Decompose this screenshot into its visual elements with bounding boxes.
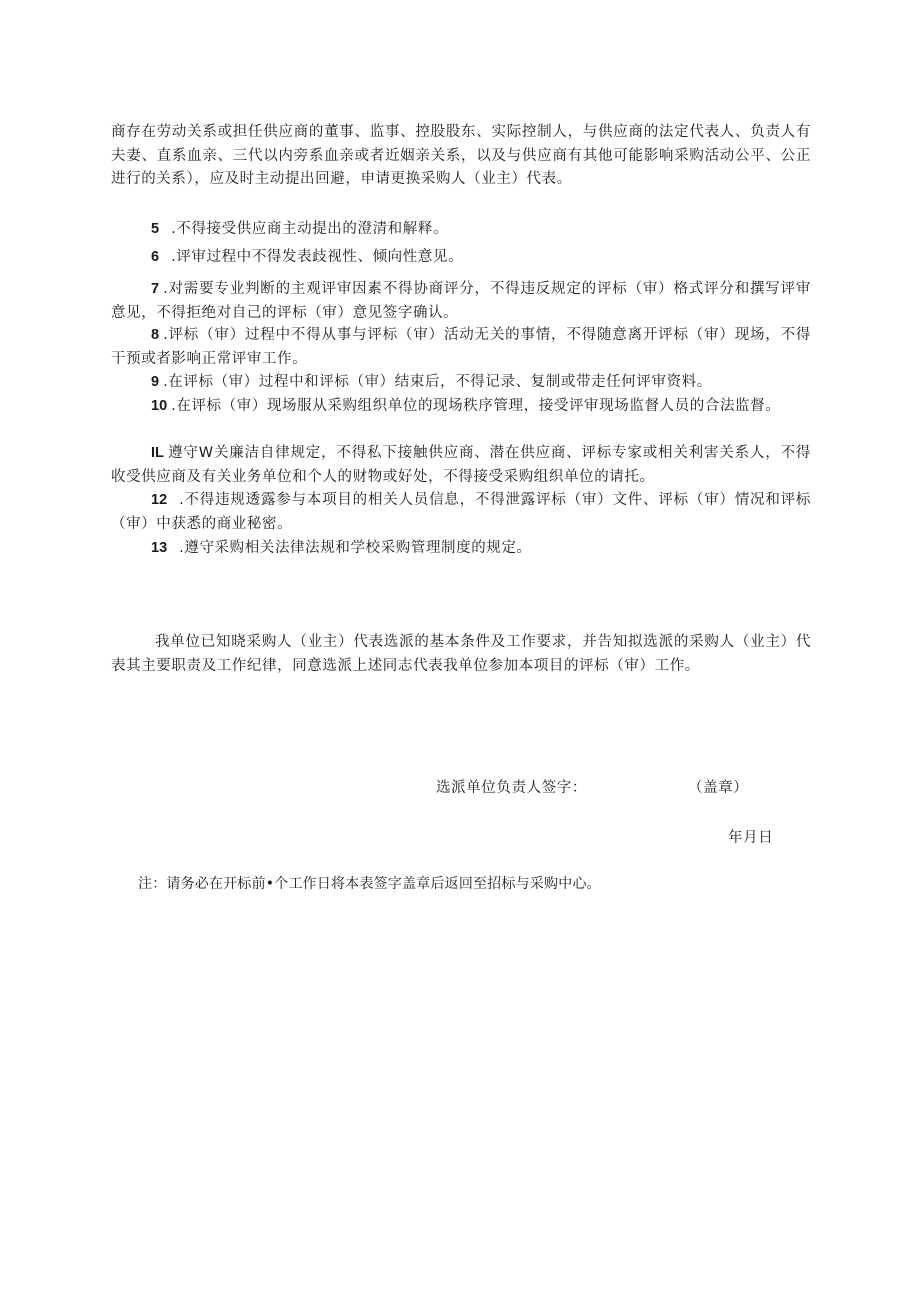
item-text: 遵守W关廉洁自律规定，不得私下接触供应商、潜在供应商、评标专家或相关利害关系人，不得收受供应商及有关业务单位和个人的财物或好处，不得接受采购组织单位的请托。 [111,445,811,485]
item-text: .评审过程中不得发表歧视性、倾向性意见。 [171,249,464,265]
item-6 [111,246,811,270]
item-8 [111,324,811,371]
item-number: 8 [151,327,160,343]
item-10 [111,395,811,419]
signature-label: 选派单位负责人签字： [436,780,587,796]
item-number: 13 [151,540,168,556]
item-5 [111,218,811,242]
item-number: 6 [151,249,160,265]
item-12 [111,489,811,536]
item-number: 5 [151,221,160,237]
item-number: 12 [151,492,168,508]
item-text: .评标（审）过程中不得从事与评标（审）活动无关的事情，不得随意离开评标（审）现场，不得干预或者影响正常评审工作。 [111,327,811,367]
item-13 [111,537,811,561]
item-text: .对需要专业判断的主观评审因素不得协商评分，不得违反规定的评标（审）格式评分和撰写评审意见，不得拒绝对自己的评标（审）意见签字确认。 [111,281,811,321]
item-text: .在评标（审）过程中和评标（审）结束后，不得记录、复制或带走任何评审资料。 [163,374,712,390]
item-text: .在评标（审）现场服从采购组织单位的现场秩序管理，接受评审现场监督人员的合法监督。 [171,398,781,414]
item-text: .遵守采购相关法律法规和学校采购管理制度的规定。 [179,540,532,556]
item-9 [111,371,811,395]
item-7 [111,278,811,325]
item-text: .不得违规透露参与本项目的相关人员信息，不得泄露评标（审）文件、评标（审）情况和评标（审）中获悉的商业秘密。 [111,492,811,532]
item-text: .不得接受供应商主动提出的澄清和解释。 [171,221,449,237]
date-label: 年月日 [728,830,774,846]
item-11 [111,442,811,489]
item-number: 10 [151,398,168,414]
seal-label: （盖章） [688,780,749,796]
paragraph-consent: 我单位已知晓采购人（业主）代表选派的基本条件及工作要求，并告知拟选派的采购人（业主）代表其主要职责及工作纪律，同意选派上述同志代表我单位参加本项目的评标（审）工作。 [111,634,811,674]
item-number: 7 [151,281,160,297]
item-number: IL [151,445,164,461]
paragraph-intro: 商存在劳动关系或担任供应商的董事、监事、控股股东、实际控制人，与供应商的法定代表人、负责人有夫妻、直系血亲、三代以内旁系血亲或者近姻亲关系，以及与供应商有其他可能影响采购活动公平、公正进行的关系），应及时主动提出回避，申请更换采购人（业主）代表。 [111,124,811,187]
item-number: 9 [151,374,160,390]
footnote: 注：请务必在开标前•个工作日将本表签字盖章后返回至招标与采购中心。 [138,876,601,892]
